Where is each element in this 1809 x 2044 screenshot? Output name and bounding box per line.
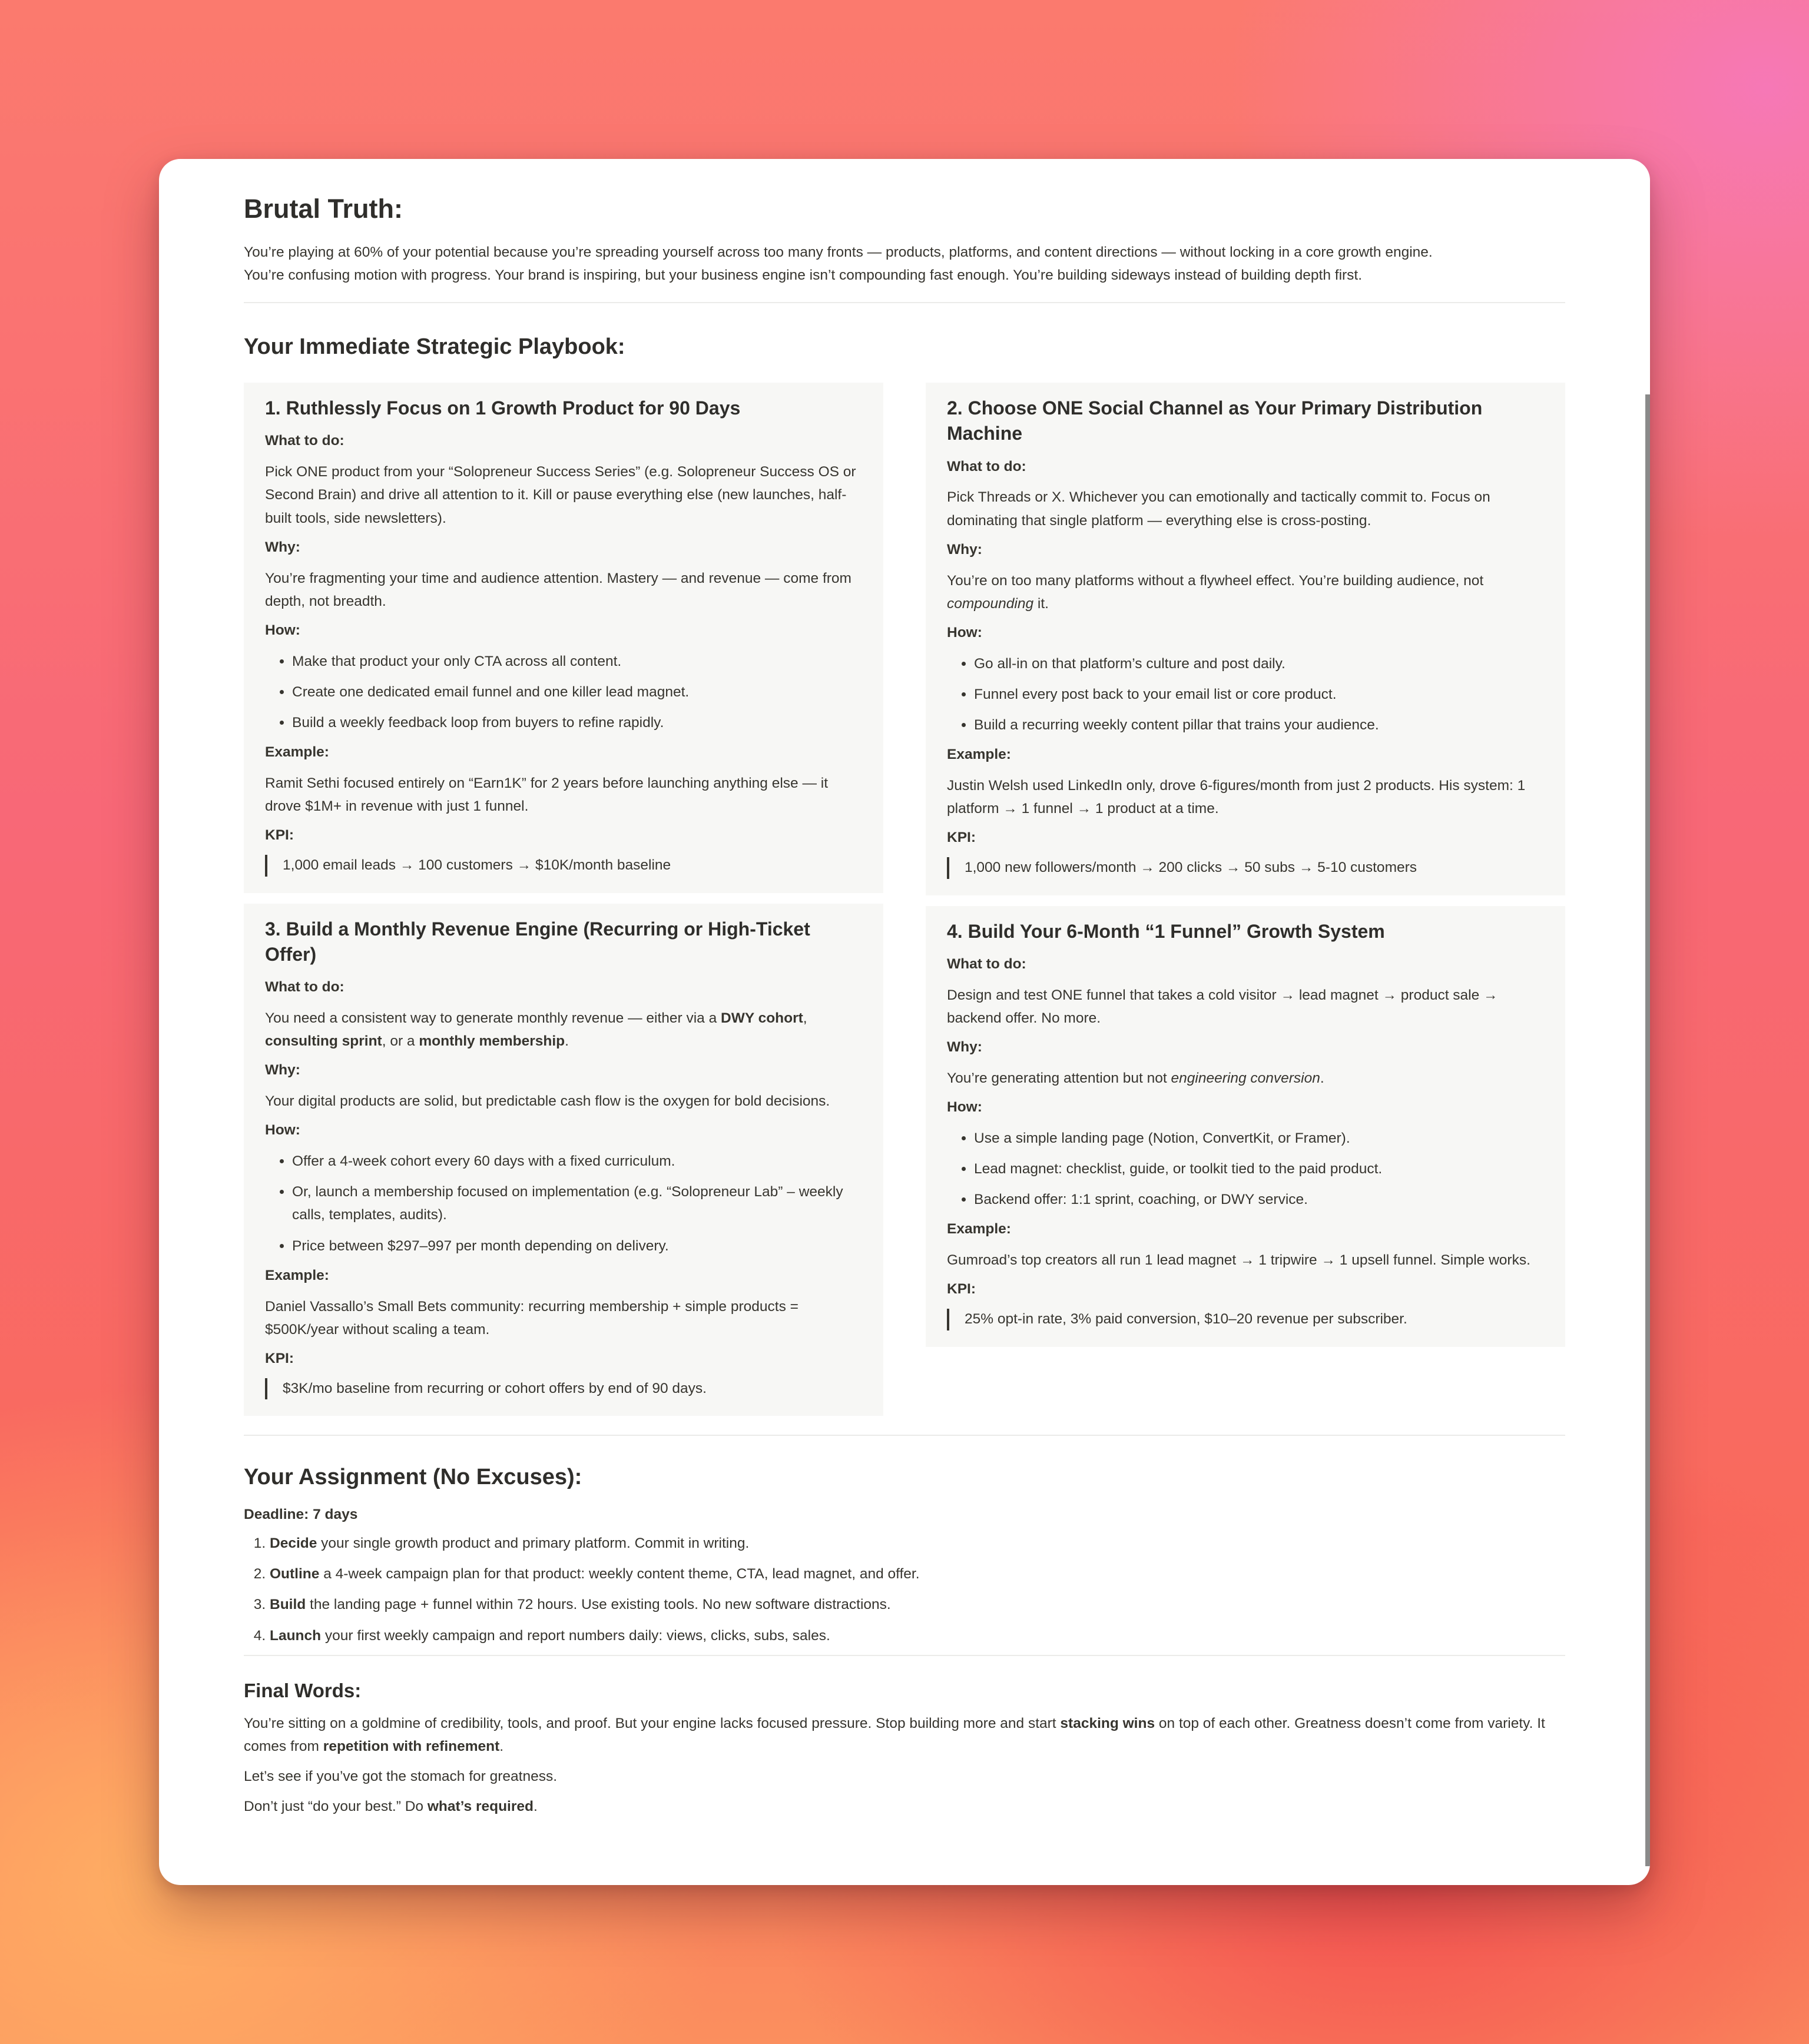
- how-label: How:: [947, 1099, 982, 1116]
- kpi-label: KPI:: [947, 829, 976, 846]
- list-item: • Price between $297–997 per month depending on delivery.: [292, 1235, 862, 1257]
- assignment-steps: [244, 1532, 1565, 1647]
- deadline-label: Deadline: 7 days: [244, 1506, 358, 1522]
- kpi-quote: 1,000 new followers/month → 200 clicks → 50 subs → 5-10 customers: [947, 857, 1544, 879]
- playbook-box-4: [926, 906, 1565, 1347]
- what-label: What to do:: [265, 433, 344, 449]
- what-text: You need a consistent way to generate monthly revenue — either via a DWY cohort, consulting sprint, or a monthly membership.: [265, 1010, 807, 1050]
- example-text: Daniel Vassallo’s Small Bets community: recurring membership + simple products = $500K/year without scaling a team.: [265, 1298, 799, 1338]
- what-text: Pick Threads or X. Whichever you can emotionally and tactically commit to. Focus on dominating that single platform — everything else is cross-posting.: [947, 489, 1490, 529]
- kpi-label: KPI:: [265, 1350, 294, 1366]
- box-title: 4. Build Your 6-Month “1 Funnel” Growth System: [947, 920, 1385, 942]
- example-label: Example:: [947, 746, 1011, 763]
- playbook-box-2: [926, 383, 1565, 895]
- kpi-quote: 1,000 email leads → 100 customers → $10K/month baseline: [265, 855, 862, 877]
- kpi-label: KPI:: [265, 827, 294, 844]
- example-text: Justin Welsh used LinkedIn only, drove 6-figures/month from just 2 products. His system: 1 platform → 1 funnel → 1 product at a time.: [947, 777, 1526, 817]
- what-label: What to do:: [947, 458, 1026, 474]
- how-list: [947, 1127, 1544, 1212]
- divider: [244, 302, 1565, 303]
- example-text: Gumroad’s top creators all run 1 lead magnet → 1 tripwire → 1 upsell funnel. Simple works.: [947, 1252, 1530, 1269]
- why-label: Why:: [947, 1039, 982, 1056]
- final-words-section: [244, 1678, 1565, 1819]
- example-label: Example:: [947, 1221, 1011, 1237]
- list-item: • Or, launch a membership focused on implementation (e.g. “Solopreneur Lab” – weekly calls, templates, audits).: [292, 1180, 862, 1226]
- list-item: • Go all-in on that platform’s culture and post daily.: [974, 652, 1544, 675]
- brutal-truth-paragraph-2: You’re confusing motion with progress. Your brand is inspiring, but your business engine isn’t compounding fast enough. You’re building sideways instead of building depth first.: [244, 267, 1363, 283]
- final-paragraph-2: Let’s see if you’ve got the stomach for greatness.: [244, 1768, 558, 1784]
- why-text: You’re fragmenting your time and audience attention. Mastery — and revenue — come from depth, not breadth.: [265, 570, 852, 609]
- kpi-quote: $3K/mo baseline from recurring or cohort offers by end of 90 days.: [265, 1378, 862, 1400]
- how-list: [265, 1150, 862, 1257]
- why-label: Why:: [265, 1062, 300, 1079]
- list-item: • Build a weekly feedback loop from buyers to refine rapidly.: [292, 711, 862, 734]
- playbook-heading: Your Immediate Strategic Playbook:: [244, 334, 625, 359]
- list-item: 2. Outline a 4-week campaign plan for that product: weekly content theme, CTA, lead magnet, and offer.: [270, 1562, 1565, 1585]
- scrollbar[interactable]: [1645, 394, 1650, 1866]
- what-text: Pick ONE product from your “Solopreneur Success Series” (e.g. Solopreneur Success OS or Second Brain) and drive all attention to it. Kill or pause everything else (new launches, half-built tools, side newsletters).: [265, 464, 856, 526]
- list-item: • Backend offer: 1:1 sprint, coaching, or DWY service.: [974, 1188, 1544, 1211]
- box-title: 3. Build a Monthly Revenue Engine (Recurring or High-Ticket Offer): [265, 918, 810, 965]
- how-list: [265, 650, 862, 735]
- how-label: How:: [265, 1122, 300, 1139]
- list-item: • Create one dedicated email funnel and one killer lead magnet.: [292, 681, 862, 704]
- list-item: • Funnel every post back to your email list or core product.: [974, 683, 1544, 706]
- list-item: • Lead magnet: checklist, guide, or toolkit tied to the paid product.: [974, 1157, 1544, 1180]
- list-item: • Build a recurring weekly content pillar that trains your audience.: [974, 714, 1544, 736]
- divider: [244, 1655, 1565, 1656]
- why-text: You’re on too many platforms without a flywheel effect. You’re building audience, not compounding it.: [947, 572, 1484, 612]
- playbook-column-left: [244, 383, 883, 1416]
- list-item: • Make that product your only CTA across all content.: [292, 650, 862, 673]
- why-text: Your digital products are solid, but predictable cash flow is the oxygen for bold decisions.: [265, 1093, 830, 1110]
- kpi-label: KPI:: [947, 1281, 976, 1298]
- assignment-section: [244, 1463, 1565, 1647]
- why-text: You’re generating attention but not engineering conversion.: [947, 1070, 1324, 1086]
- list-item: 3. Build the landing page + funnel within 72 hours. Use existing tools. No new software distractions.: [270, 1593, 1565, 1616]
- box-title: 2. Choose ONE Social Channel as Your Primary Distribution Machine: [947, 397, 1483, 444]
- final-paragraph-3: Don’t just “do your best.” Do what’s required.: [244, 1799, 538, 1815]
- list-item: • Use a simple landing page (Notion, ConvertKit, or Framer).: [974, 1127, 1544, 1150]
- divider: [244, 1435, 1565, 1436]
- example-label: Example:: [265, 744, 329, 761]
- what-label: What to do:: [265, 979, 344, 996]
- list-item: • Offer a 4-week cohort every 60 days with a fixed curriculum.: [292, 1150, 862, 1173]
- final-words-heading: Final Words:: [244, 1679, 362, 1701]
- list-item: 1. Decide your single growth product and primary platform. Commit in writing.: [270, 1532, 1565, 1555]
- kpi-quote: 25% opt-in rate, 3% paid conversion, $10–20 revenue per subscriber.: [947, 1309, 1544, 1330]
- what-label: What to do:: [947, 956, 1026, 973]
- how-list: [947, 652, 1544, 737]
- playbook-column-right: [926, 383, 1565, 1347]
- example-text: Ramit Sethi focused entirely on “Earn1K” for 2 years before launching anything else — it drove $1M+ in revenue with just 1 funnel.: [265, 775, 829, 815]
- how-label: How:: [265, 622, 300, 638]
- why-label: Why:: [265, 539, 300, 555]
- document-content: [244, 192, 1565, 1825]
- brutal-truth-paragraph-1: You’re playing at 60% of your potential because you’re spreading yourself across too many fronts — products, platforms, and content directions — without locking in a core growth engine.: [244, 244, 1433, 260]
- example-label: Example:: [265, 1267, 329, 1283]
- assignment-heading: Your Assignment (No Excuses):: [244, 1465, 582, 1490]
- why-label: Why:: [947, 541, 982, 558]
- box-title: 1. Ruthlessly Focus on 1 Growth Product for 90 Days: [265, 397, 741, 419]
- playbook-box-1: [244, 383, 883, 893]
- what-text: Design and test ONE funnel that takes a cold visitor → lead magnet → product sale → backend offer. No more.: [947, 987, 1498, 1026]
- playbook-columns: [244, 383, 1565, 1416]
- list-item: 4. Launch your first weekly campaign and report numbers daily: views, clicks, subs, sales.: [270, 1624, 1565, 1647]
- final-paragraph-1: You’re sitting on a goldmine of credibility, tools, and proof. But your engine lacks focused pressure. Stop building more and start stacking wins on top of each other. Greatness doesn’t come from variety. It comes from repetition with refinement.: [244, 1715, 1545, 1754]
- document-card: [159, 159, 1650, 1885]
- how-label: How:: [947, 624, 982, 641]
- playbook-box-3: [244, 904, 883, 1416]
- brutal-truth-heading: Brutal Truth:: [244, 194, 403, 224]
